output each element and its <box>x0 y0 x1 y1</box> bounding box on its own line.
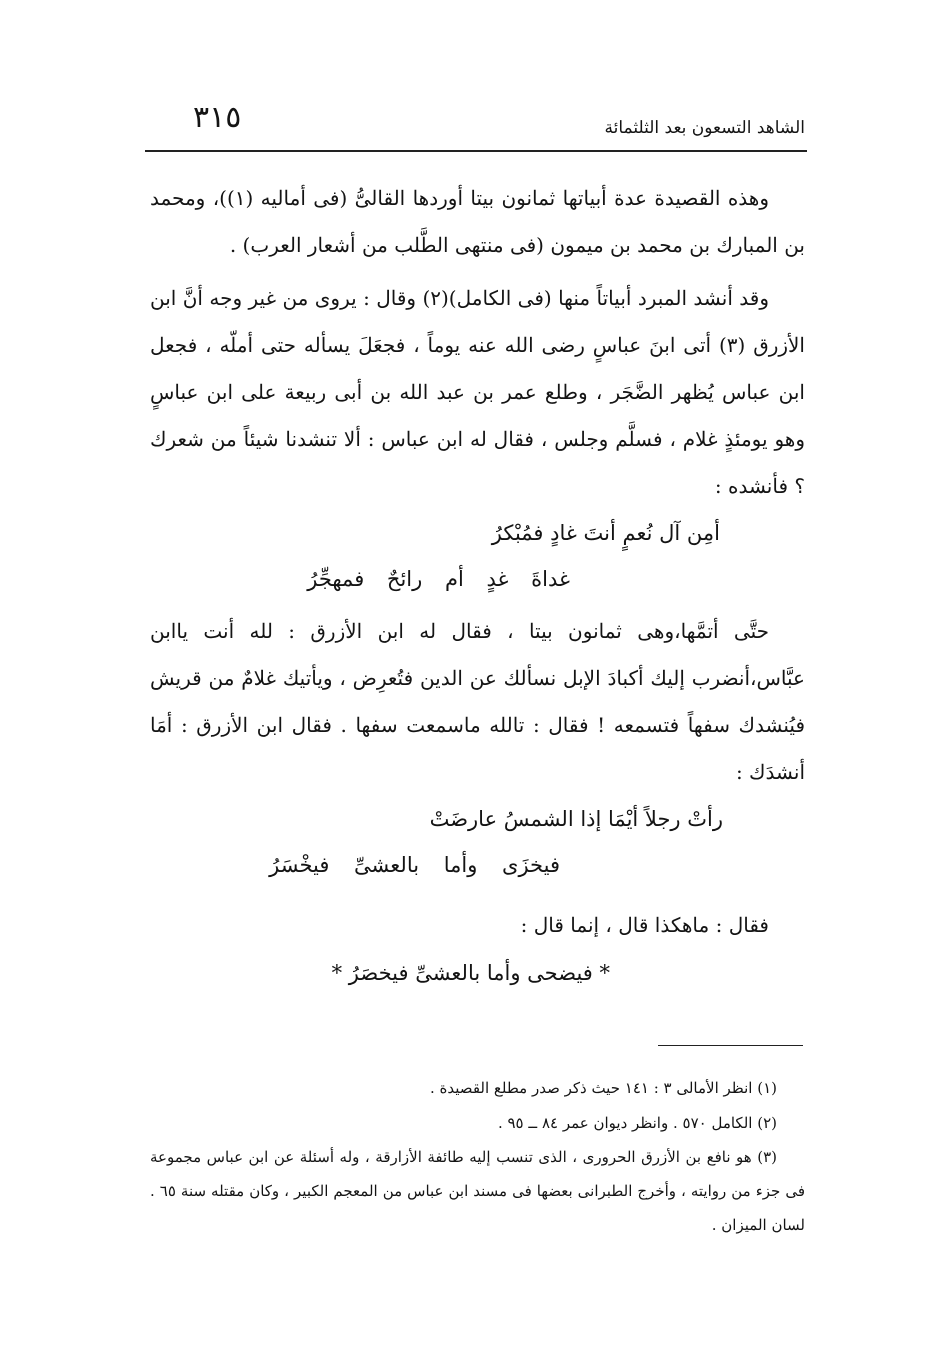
verse1-second-hemistich: غداةَ غدٍ أم رائحٌ فمهجِّرُ <box>307 567 570 591</box>
footnote-2: (٢) الكامل ٥٧٠ . وانظر ديوان عمر ٨٤ ــ ٩٥ . <box>497 1114 777 1132</box>
paragraph-reply: فقال : ماهكذا قال ، إنما قال : <box>520 913 769 937</box>
quoted-hemistich: * فيضحى وأما بالعشىِّ فيخصَرُ * <box>331 961 610 985</box>
verse2-first-hemistich: رأتْ رجلاً أيْمَا إذا الشمسُ عارضَتْ <box>429 807 723 831</box>
paragraph-intro: وهذه القصيدة عدة أبياتها ثمانون بيتا أوردها القالىُّ (فى أماليه (١))، ومحمد بن المبارك بن محمد بن ميمون (فى منتهى الطَّلب من أشعار العرب) . <box>150 186 805 257</box>
footnote-1: (١) انظر الأمالى ٣ : ١٤١ حيث ذكر صدر مطلع القصيدة . <box>430 1079 777 1097</box>
header-rule <box>145 150 807 152</box>
page-header <box>145 96 805 146</box>
footnote-3: (٣) هو نافع بن الأزرق الحرورى ، الذى تنسب إليه طائفة الأزارقة ، وله أسئلة عن ابن عباس مجموعة فى جزء من روايته ، وأخرج الطبرانى بعضها فى مسند ابن عباس من المعجم الكبير ، وكان مقتله سنة ٦٥ . لسان الميزان . <box>150 1148 805 1234</box>
main-text <box>150 175 805 997</box>
verse2-second-hemistich: فيخزَى وأما بالعشىِّ فيخْسَرُ <box>269 853 560 877</box>
verse1-first-hemistich: أمِن آل نُعمٍ أنتَ غادٍ فمُبْكرُ <box>491 521 720 545</box>
running-title: الشاهد التسعون بعد الثلثمائة <box>604 118 805 138</box>
footnote-rule <box>658 1045 803 1046</box>
page-number: ٣١٥ <box>193 100 242 135</box>
paragraph-ibn-azraq: حتَّى أتمَّها،وهى ثمانون بيتا ، فقال له ابن الأزرق : لله أنت ياابن عبَّاس،أنضرب إليك أكبادَ الإبل نسألك عن الدين فتُعرِض ، ويأتيك غلامٌ من قريش فيُنشدك سفهاً فتسمعه ! فقال : تالله ماسمعت سفها . فقال ابن الأزرق : أمَا أنشدَك : <box>150 619 805 784</box>
footnotes <box>150 1070 805 1242</box>
paragraph-mubarrad: وقد أنشد المبرد أبياتاً منها (فى الكامل)(٢) وقال : يروى من غير وجه أنَّ ابن الأزرق (٣) أتى ابنَ عباسٍ رضى الله عنه يوماً ، فجعَلَ يسأله حتى أملّه ، فجعل ابن عباس يُظهر الضَّجَر ، وطلع عمر بن عبد الله بن أبى ربيعة على ابن عباسٍ وهو يومئذٍ غلام ، فسلَّم وجلس ، فقال له ابن عباس : ألا تنشدنا شيئاً من شعرك ؟ فأنشده : <box>150 286 805 498</box>
